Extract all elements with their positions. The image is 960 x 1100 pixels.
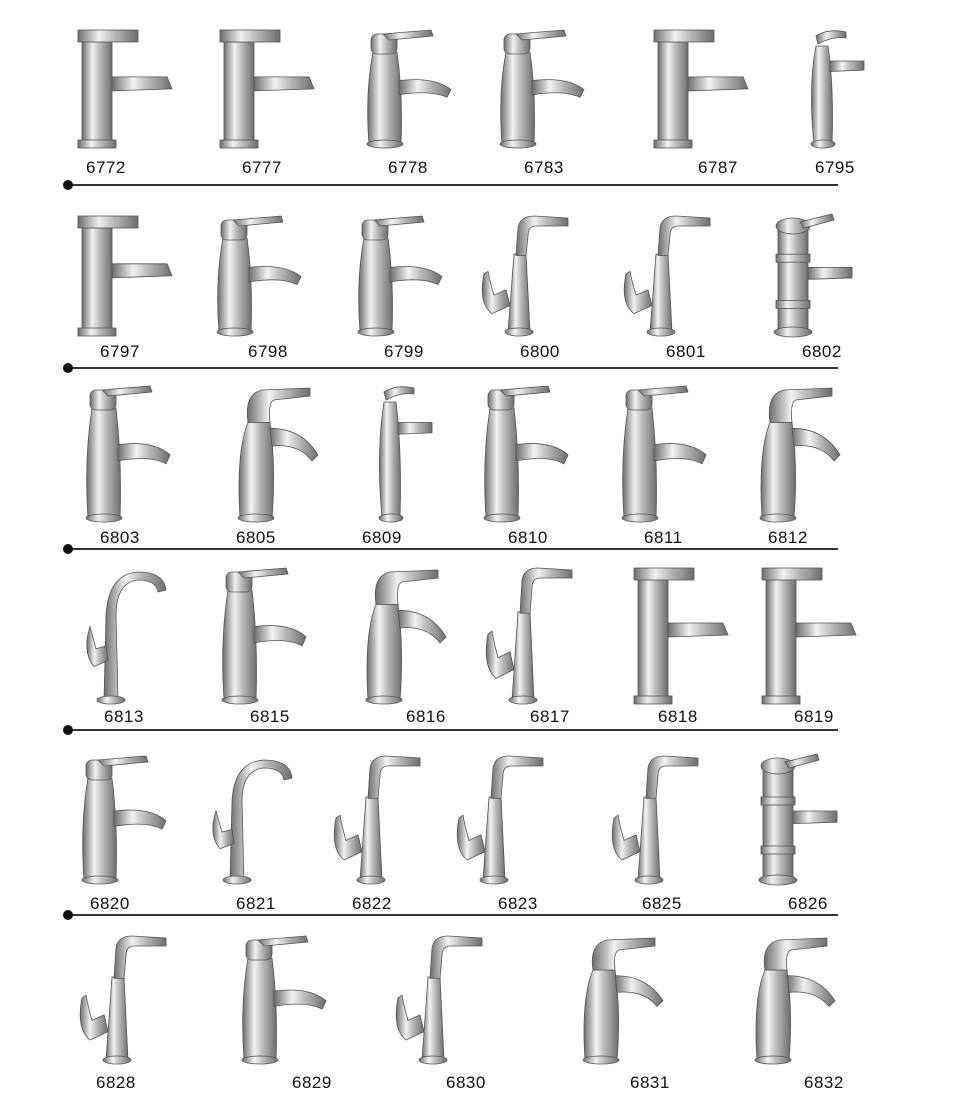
- gooseneck-faucet-icon: [190, 748, 308, 888]
- model-number: 6825: [642, 894, 682, 913]
- square-faucet-icon: [628, 560, 746, 708]
- model-number: 6832: [804, 1073, 844, 1092]
- model-number: 6828: [96, 1073, 136, 1092]
- row-divider: [68, 367, 838, 369]
- round-faucet-icon: [610, 378, 728, 526]
- side-lever-faucet-icon: [322, 748, 440, 888]
- curved-faucet-icon: [563, 928, 681, 1068]
- model-number: 6823: [498, 894, 538, 913]
- side-lever-faucet-icon: [470, 208, 588, 340]
- curved-faucet-icon: [735, 928, 853, 1068]
- model-number: 6818: [658, 707, 698, 726]
- model-number: 6777: [242, 158, 282, 177]
- model-number: 6778: [388, 158, 428, 177]
- model-number: 6829: [292, 1073, 332, 1092]
- round-faucet-icon: [472, 378, 590, 526]
- model-number: 6805: [236, 528, 276, 547]
- model-number: 6772: [86, 158, 126, 177]
- model-number: 6822: [352, 894, 392, 913]
- model-number: 6798: [248, 342, 288, 361]
- curved-faucet-icon: [740, 378, 858, 526]
- model-number: 6803: [100, 528, 140, 547]
- model-number: 6799: [384, 342, 424, 361]
- round-faucet-icon: [355, 22, 473, 152]
- model-number: 6797: [100, 342, 140, 361]
- round-faucet-icon: [74, 378, 192, 526]
- square-faucet-icon: [214, 22, 332, 152]
- model-number: 6819: [794, 707, 834, 726]
- model-number: 6816: [406, 707, 446, 726]
- side-lever-faucet-icon: [384, 928, 502, 1068]
- model-number: 6811: [644, 528, 683, 547]
- model-number: 6809: [362, 528, 402, 547]
- model-number: 6813: [104, 707, 144, 726]
- side-lever-faucet-icon: [68, 928, 186, 1068]
- model-number: 6826: [788, 894, 828, 913]
- model-number: 6821: [236, 894, 276, 913]
- side-lever-faucet-icon: [600, 748, 718, 888]
- model-number: 6820: [90, 894, 130, 913]
- gooseneck-faucet-icon: [64, 560, 182, 708]
- ornate-faucet-icon: [745, 748, 863, 888]
- round-faucet-icon: [230, 928, 348, 1068]
- square-faucet-icon: [756, 560, 874, 708]
- side-lever-faucet-icon: [612, 208, 730, 340]
- side-lever-faucet-icon: [445, 748, 563, 888]
- model-number: 6815: [250, 707, 290, 726]
- round-faucet-icon: [70, 748, 188, 888]
- square-faucet-icon: [648, 22, 766, 152]
- model-number: 6800: [520, 342, 560, 361]
- model-number: 6830: [446, 1073, 486, 1092]
- side-lever-faucet-icon: [474, 560, 592, 708]
- model-number: 6831: [630, 1073, 670, 1092]
- tall-faucet-icon: [788, 22, 906, 152]
- round-faucet-icon: [205, 208, 323, 340]
- row-divider: [68, 914, 838, 916]
- model-number: 6812: [768, 528, 808, 547]
- model-number: 6817: [530, 707, 570, 726]
- model-number: 6801: [666, 342, 706, 361]
- row-divider: [68, 729, 838, 731]
- model-number: 6787: [698, 158, 738, 177]
- round-faucet-icon: [488, 22, 606, 152]
- model-number: 6802: [802, 342, 842, 361]
- round-faucet-icon: [210, 560, 328, 708]
- square-faucet-icon: [72, 22, 190, 152]
- curved-faucet-icon: [346, 560, 464, 708]
- curved-faucet-icon: [218, 378, 336, 526]
- row-divider: [68, 184, 838, 186]
- model-number: 6783: [524, 158, 564, 177]
- model-number: 6810: [508, 528, 548, 547]
- round-faucet-icon: [346, 208, 464, 340]
- square-faucet-icon: [72, 208, 190, 340]
- ornate-faucet-icon: [760, 208, 878, 340]
- row-divider: [68, 548, 838, 550]
- model-number: 6795: [815, 158, 855, 177]
- tall-faucet-icon: [356, 378, 474, 526]
